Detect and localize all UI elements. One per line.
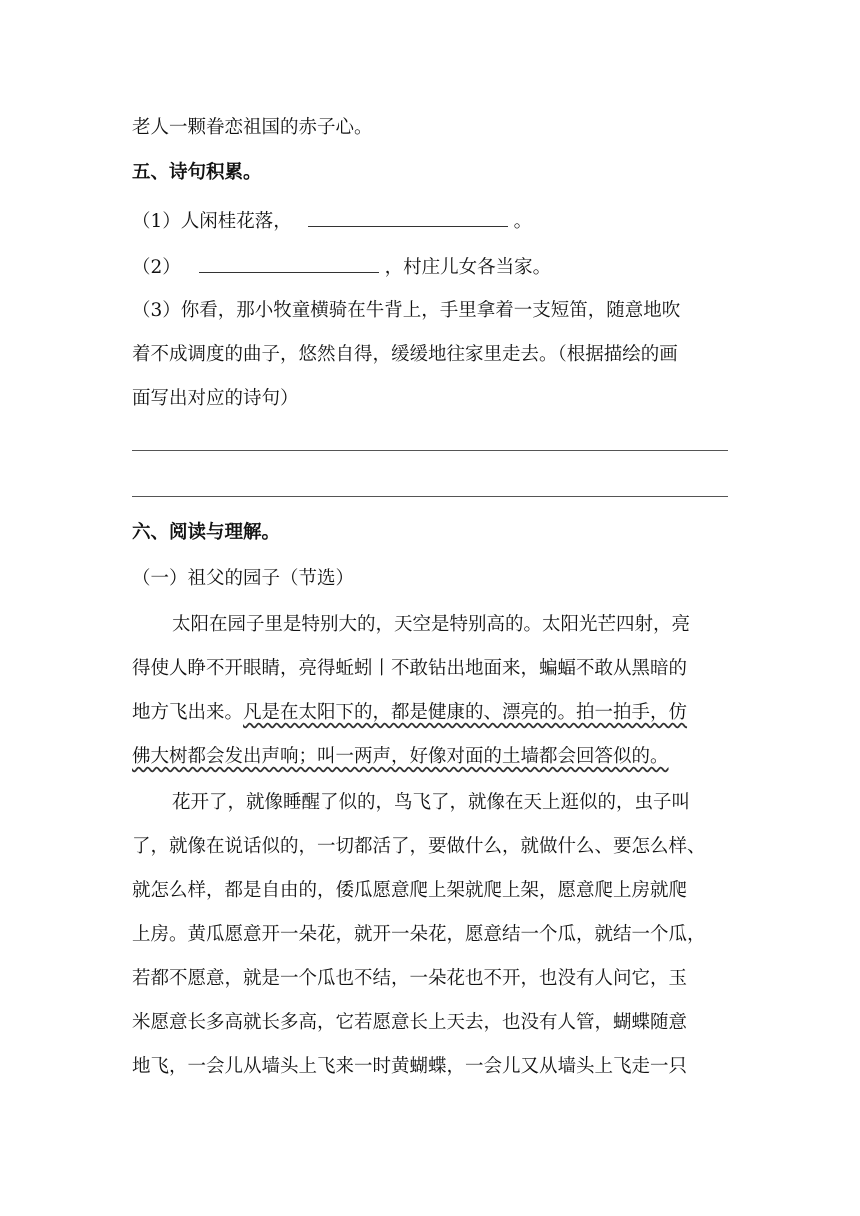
marked-sentence-part-2: 佛大树都会发出声响；叫一两声，好像对面的土墙都会回答似的。 bbox=[132, 746, 669, 767]
p2-line-5: 若都不愿意，就是一个瓜也不结，一朵花也不开，也没有人问它，玉 bbox=[132, 968, 688, 989]
q1-answer-blank[interactable] bbox=[308, 208, 508, 227]
section-6-heading: 六、阅读与理解。 bbox=[132, 522, 281, 543]
q3-answer-line-1[interactable] bbox=[132, 450, 728, 451]
q2-prefix: （2） bbox=[132, 257, 181, 278]
q3-line-3: 面写出对应的诗句） bbox=[132, 388, 299, 409]
q1-suffix: 。 bbox=[513, 211, 533, 232]
q3-line-2: 着不成调度的曲子，悠然自得，缓缓地往家里走去。（根据描绘的画 bbox=[132, 344, 678, 365]
p2-line-3: 就怎么样，都是自由的，倭瓜愿意爬上架就爬上架，愿意爬上房就爬 bbox=[132, 880, 688, 901]
q1-prefix: （1）人闲桂花落， bbox=[132, 211, 292, 232]
p2-line-2: 了，就像在说话似的，一切都活了，要做什么，就做什么、要怎么样、 bbox=[132, 836, 706, 857]
p2-line-7: 地飞，一会儿从墙头上飞来一时黄蝴蝶，一会儿又从墙头上飞走一只 bbox=[132, 1056, 688, 1077]
q2-suffix: ，村庄儿女各当家。 bbox=[384, 257, 552, 278]
passage-subheading: （一）祖父的园子（节选） bbox=[132, 568, 355, 589]
p2-line-4: 上房。黄瓜愿意开一朵花，就开一朵花，愿意结一个瓜，就结一个瓜， bbox=[132, 924, 706, 945]
question-1 bbox=[132, 208, 532, 235]
marked-sentence-part-1: 凡是在太阳下的，都是健康的、漂亮的。拍一拍手，仿 bbox=[243, 702, 688, 723]
p1-line-3 bbox=[132, 700, 687, 726]
q3-line-1: （3）你看，那小牧童横骑在牛背上，手里拿着一支短笛，随意地吹 bbox=[132, 300, 681, 321]
section-5-heading: 五、诗句积累。 bbox=[132, 162, 262, 183]
q3-answer-line-2[interactable] bbox=[132, 496, 728, 497]
intro-tail-text: 老人一颗眷恋祖国的赤子心。 bbox=[132, 117, 373, 138]
p1-line-1: 太阳在园子里是特别大的，天空是特别高的。太阳光芒四射，亮 bbox=[172, 614, 691, 635]
p2-line-1: 花开了，就像睡醒了似的，鸟飞了，就像在天上逛似的，虫子叫 bbox=[172, 792, 691, 813]
p2-line-6: 米愿意长多高就长多高，它若愿意长上天去，也没有人管，蝴蝶随意 bbox=[132, 1012, 688, 1033]
q2-answer-blank[interactable] bbox=[199, 254, 379, 273]
p1-line-3-plain: 地方飞出来。 bbox=[132, 702, 244, 723]
question-2 bbox=[132, 254, 551, 281]
p1-line-2: 得使人睁不开眼睛，亮得蚯蚓丨不敢钻出地面来，蝙蝠不敢从黑暗的 bbox=[132, 658, 688, 679]
